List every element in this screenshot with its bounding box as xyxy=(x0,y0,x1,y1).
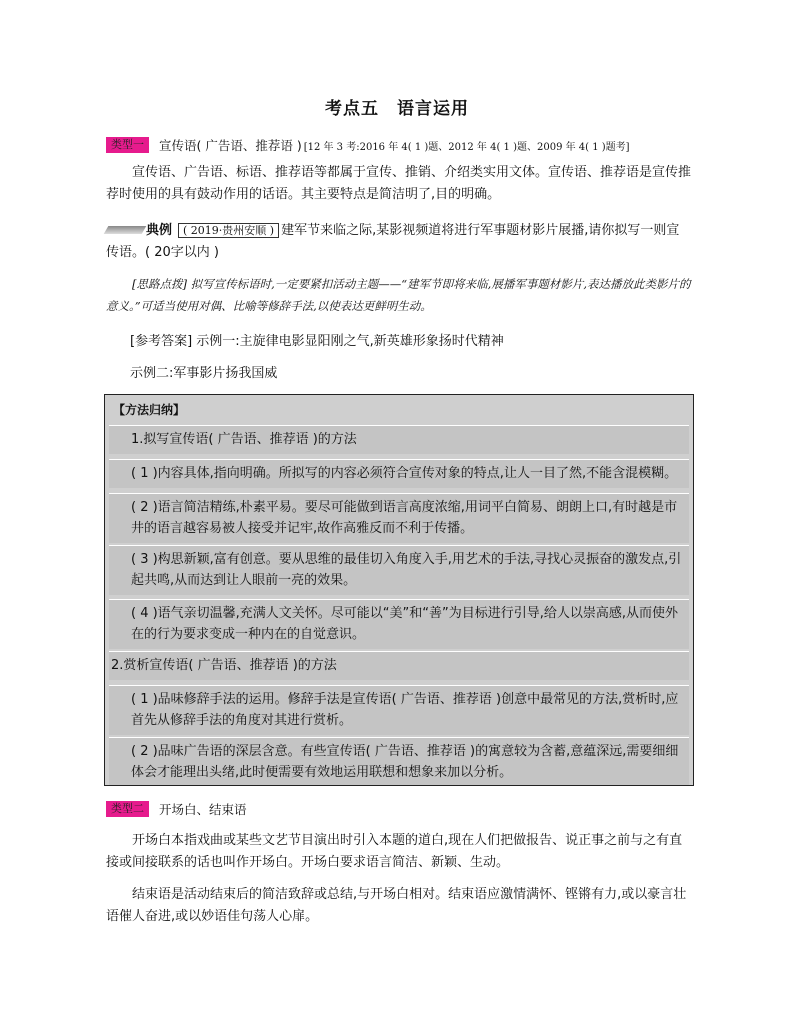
example-label: 典例 xyxy=(146,223,173,238)
example-marker-icon xyxy=(106,222,146,236)
closing-paragraph: 结束语是活动结束后的简洁致辞或总结,与开场白相对。结束语应激情满怀、铿锵有力,或以豪言壮语催人奋进,或以妙语佳句荡人心扉。 xyxy=(106,887,687,924)
method-item: ( 2 )品味广告语的深层含意。有些宣传语( 广告语、推荐语 )的寓意较为含蓄,意蕴深远,需要细细体会才能理出头绪,此时便需要有效地运用联想和想象来加以分析。 xyxy=(109,737,689,785)
type-one-title: 宣传语( 广告语、推荐语 ) xyxy=(159,138,302,153)
answer-line-2: 示例二:军事影片扬我国威 xyxy=(130,366,278,381)
type-one-header xyxy=(106,136,630,154)
example-block xyxy=(106,220,692,264)
method-item: 2.赏析宣传语( 广告语、推荐语 )的方法 xyxy=(109,651,689,680)
type-two-header xyxy=(106,800,247,818)
answer-line-1: [参考答案] 示例一:主旋律电影显阳刚之气,新英雄形象扬时代精神 xyxy=(130,334,504,349)
example-source: ( 2019·贵州安顺 ) xyxy=(178,223,279,238)
opening-paragraph: 开场白本指戏曲或某些文艺节目演出时引入本题的道白,现在人们把做报告、说正事之前与之有直接或间接联系的话也叫作开场白。开场白要求语言简洁、新颖、生动。 xyxy=(106,833,683,870)
type-one-source: [12 年 3 考:2016 年 4( 1 )题、2012 年 4( 1 )题、2009 年 4( 1 )题考] xyxy=(303,141,630,153)
type-two-tag: 类型二 xyxy=(106,801,149,817)
page-title: 考点五 语言运用 xyxy=(325,99,469,119)
method-item: ( 1 )品味修辞手法的运用。修辞手法是宣传语( 广告语、推荐语 )创意中最常见的方法,赏析时,应首先从修辞手法的角度对其进行赏析。 xyxy=(109,685,689,735)
method-item: ( 2 )语言简洁精练,朴素平易。要尽可能做到语言高度浓缩,用词平白简易、朗朗上口,有时越是市井的语言越容易被人接受并记牢,故作高雅反而不利于传播。 xyxy=(109,493,689,543)
type-one-tag: 类型一 xyxy=(106,137,149,153)
type-two-title: 开场白、结束语 xyxy=(159,802,247,817)
method-item: ( 1 )内容具体,指向明确。所拟写的内容必须符合宣传对象的特点,让人一目了然,不能含混模糊。 xyxy=(109,459,689,488)
method-item: ( 4 )语气亲切温馨,充满人文关怀。尽可能以“美”和“善”为目标进行引导,给人以崇高感,从而使外在的行为要求变成一种内在的自觉意识。 xyxy=(109,599,689,649)
method-summary-box xyxy=(104,394,694,786)
example-text: 建军节来临之际,某影视频道将进行军事题材影片展播,请你拟写一则宣传语。( 20字以内 ) xyxy=(106,223,680,260)
method-item: 1.拟写宣传语( 广告语、推荐语 )的方法 xyxy=(109,425,689,454)
intro-paragraph: 宣传语、广告语、标语、推荐语等都属于宣传、推销、介绍类实用文体。宣传语、推荐语是宣传推荐时使用的具有鼓动作用的话语。其主要特点是简洁明了,目的明确。 xyxy=(106,165,692,202)
method-heading: 【方法归纳】 xyxy=(113,403,186,417)
hint-paragraph: [思路点拨] 拟写宣传标语时,一定要紧扣活动主题——“建军节即将来临,展播军事题材影片,表达播放此类影片的意义。”可适当使用对偶、比喻等修辞手法,以使表达更鲜明生动。 xyxy=(106,277,691,313)
method-item: ( 3 )构思新颖,富有创意。要从思维的最佳切入角度入手,用艺术的手法,寻找心灵振奋的激发点,引起共鸣,从而达到让人眼前一亮的效果。 xyxy=(109,545,689,595)
